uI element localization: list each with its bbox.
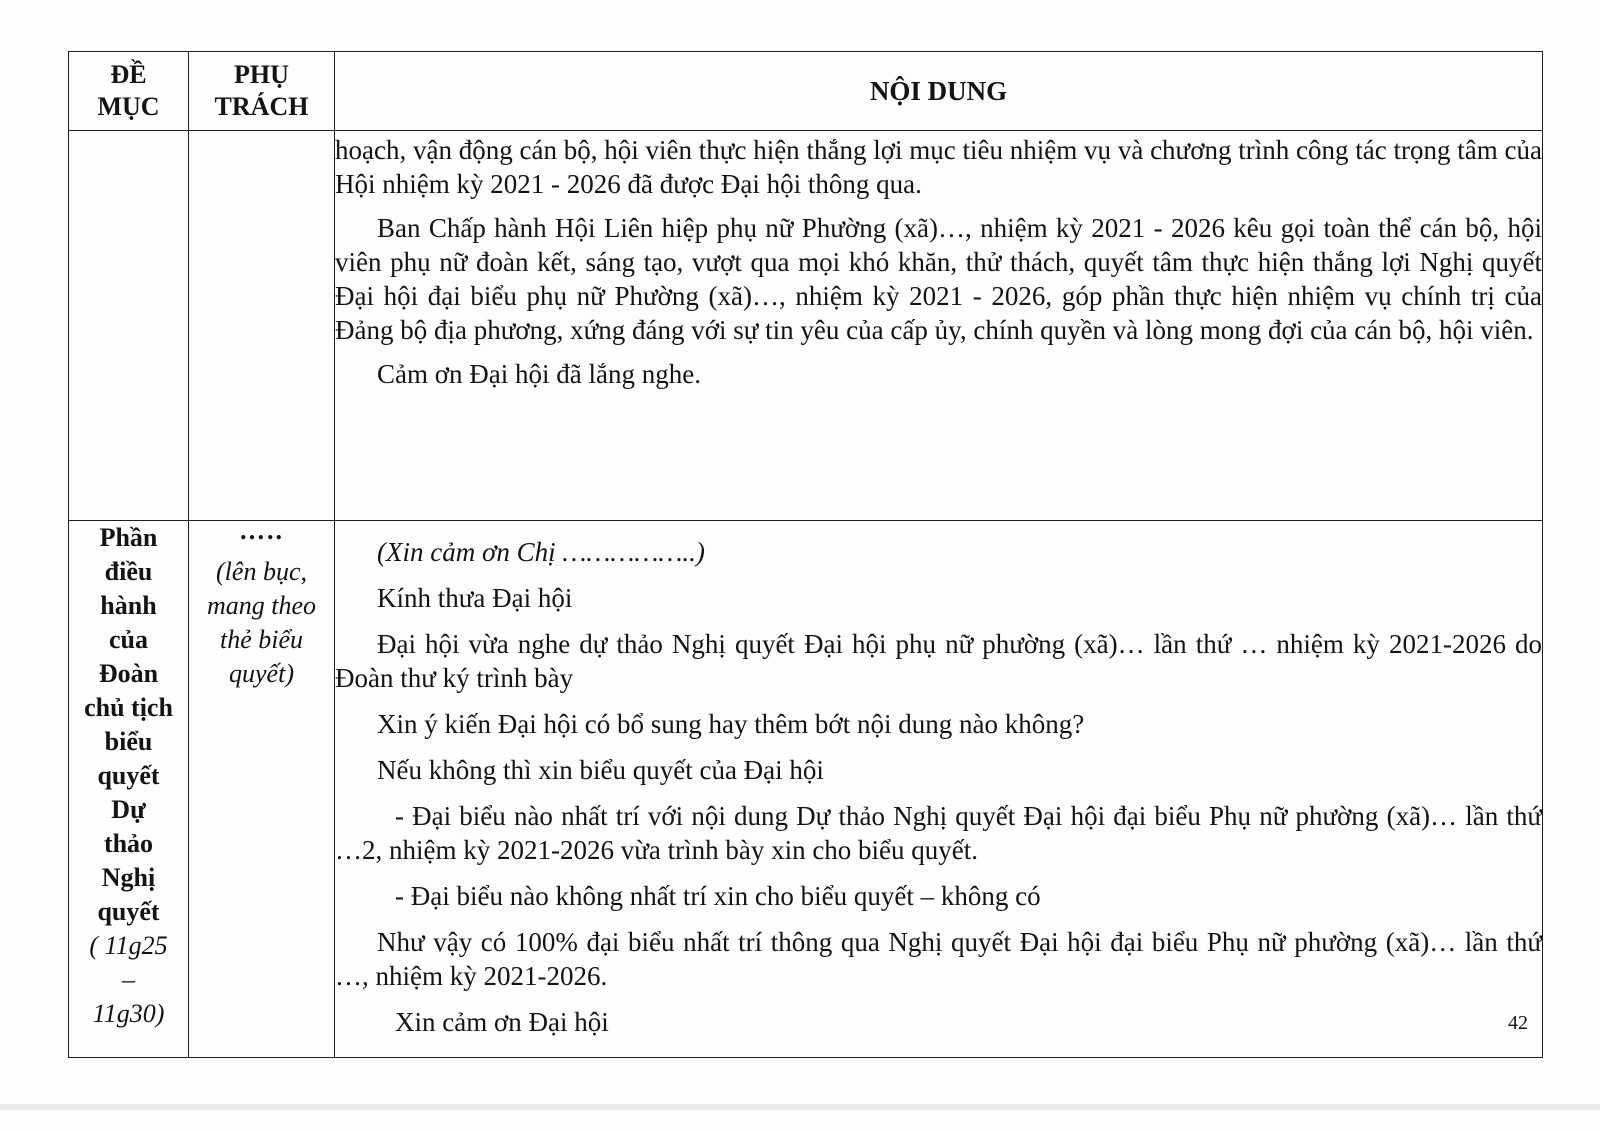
- section-text-line: biểu: [104, 727, 153, 756]
- header-section-line2: MỤC: [97, 92, 160, 121]
- content-paragraph: Ban Chấp hành Hội Liên hiệp phụ nữ Phường (xã)…, nhiệm kỳ 2021 - 2026 kêu gọi toàn thể cán bộ, hội viên phụ nữ đoàn kết, sáng tạo, vượt qua mọi khó khăn, thử thách, quyết tâm thực hiện thắng lợi Nghị quyết Đại hội đại biểu phụ nữ Phường (xã)…, nhiệm kỳ 2021 - 2026, góp phần thực hiện nhiệm vụ chính trị của Đảng bộ địa phương, xứng đáng với sự tin yêu của cấp ủy, chính quyền và lòng mong đợi của cán bộ, hội viên.: [335, 213, 1542, 345]
- responsible-note-line: (lên bục,: [216, 557, 307, 586]
- row1-content-cell: [335, 131, 1543, 521]
- section-text-line: Nghị: [101, 863, 156, 892]
- header-responsible: [189, 52, 335, 131]
- table-row: [69, 131, 1543, 521]
- content-paragraph: Như vậy có 100% đại biểu nhất trí thông qua Nghị quyết Đại hội đại biểu Phụ nữ phường (xã)… lần thứ …, nhiệm kỳ 2021-2026.: [335, 927, 1542, 991]
- header-responsible-line2: TRÁCH: [214, 92, 309, 121]
- page-number: 42: [1508, 1012, 1528, 1034]
- content-paragraph: Xin cảm ơn Đại hội: [395, 1007, 609, 1037]
- content-paragraph: hoạch, vận động cán bộ, hội viên thực hiện thắng lợi mục tiêu nhiệm vụ và chương trình công tác trọng tâm của Hội nhiệm kỳ 2021 - 2026 đã được Đại hội thông qua.: [335, 135, 1542, 199]
- header-section: [69, 52, 189, 131]
- responsible-note-line: thẻ biểu: [219, 625, 304, 654]
- row2-responsible-cell: [189, 516, 335, 1058]
- section-text-line: quyết: [97, 897, 160, 926]
- responsible-note-line: quyết): [229, 659, 294, 688]
- section-text-line: Đoàn: [98, 659, 159, 688]
- section-time-line: 11g30): [92, 999, 165, 1028]
- row2-section-cell: [69, 521, 189, 1058]
- content-paragraph: - Đại biểu nào không nhất trí xin cho biểu quyết – không có: [395, 881, 1041, 911]
- footer-divider: [0, 1104, 1600, 1110]
- content-paragraph: Cảm ơn Đại hội đã lắng nghe.: [377, 359, 701, 389]
- section-text-line: Dự: [111, 795, 146, 824]
- section-text-line: chủ tịch: [84, 693, 173, 722]
- header-section-line1: ĐỀ: [110, 60, 147, 89]
- header-content: NỘI DUNG: [335, 52, 1543, 131]
- table-header-row: [69, 52, 1543, 131]
- section-text-line: điều: [104, 557, 153, 586]
- table-row: [69, 521, 1543, 1058]
- row1-section-cell: [69, 131, 189, 521]
- section-text-line: thảo: [103, 829, 154, 858]
- content-paragraph: Xin ý kiến Đại hội có bổ sung hay thêm bớt nội dung nào không?: [377, 709, 1085, 739]
- section-time-line: ( 11g25: [89, 931, 168, 960]
- responsible-note-line: mang theo: [206, 591, 317, 620]
- header-responsible-line1: PHỤ: [234, 60, 289, 89]
- content-paragraph: - Đại biểu nào nhất trí với nội dung Dự thảo Nghị quyết Đại hội đại biểu Phụ nữ phường (xã)… lần thứ …2, nhiệm kỳ 2021-2026 vừa trình bày xin cho biểu quyết.: [335, 801, 1542, 865]
- section-text-line: hành: [100, 591, 157, 620]
- program-table: [68, 51, 1543, 1058]
- section-time-line: –: [122, 965, 135, 994]
- responsible-placeholder: …..: [239, 516, 284, 545]
- section-text-line: quyết: [97, 761, 160, 790]
- content-paragraph: Đại hội vừa nghe dự thảo Nghị quyết Đại hội phụ nữ phường (xã)… lần thứ … nhiệm kỳ 2021-2026 do Đoàn thư ký trình bày: [335, 629, 1542, 693]
- row2-content-cell: [335, 521, 1543, 1058]
- section-text-line: của: [109, 625, 148, 654]
- content-paragraph: (Xin cảm ơn Chị ……………..): [377, 537, 705, 567]
- content-paragraph: Nếu không thì xin biểu quyết của Đại hội: [377, 755, 824, 785]
- content-paragraph: Kính thưa Đại hội: [377, 583, 573, 613]
- section-text-line: Phần: [99, 523, 158, 552]
- row1-responsible-cell: [189, 131, 335, 521]
